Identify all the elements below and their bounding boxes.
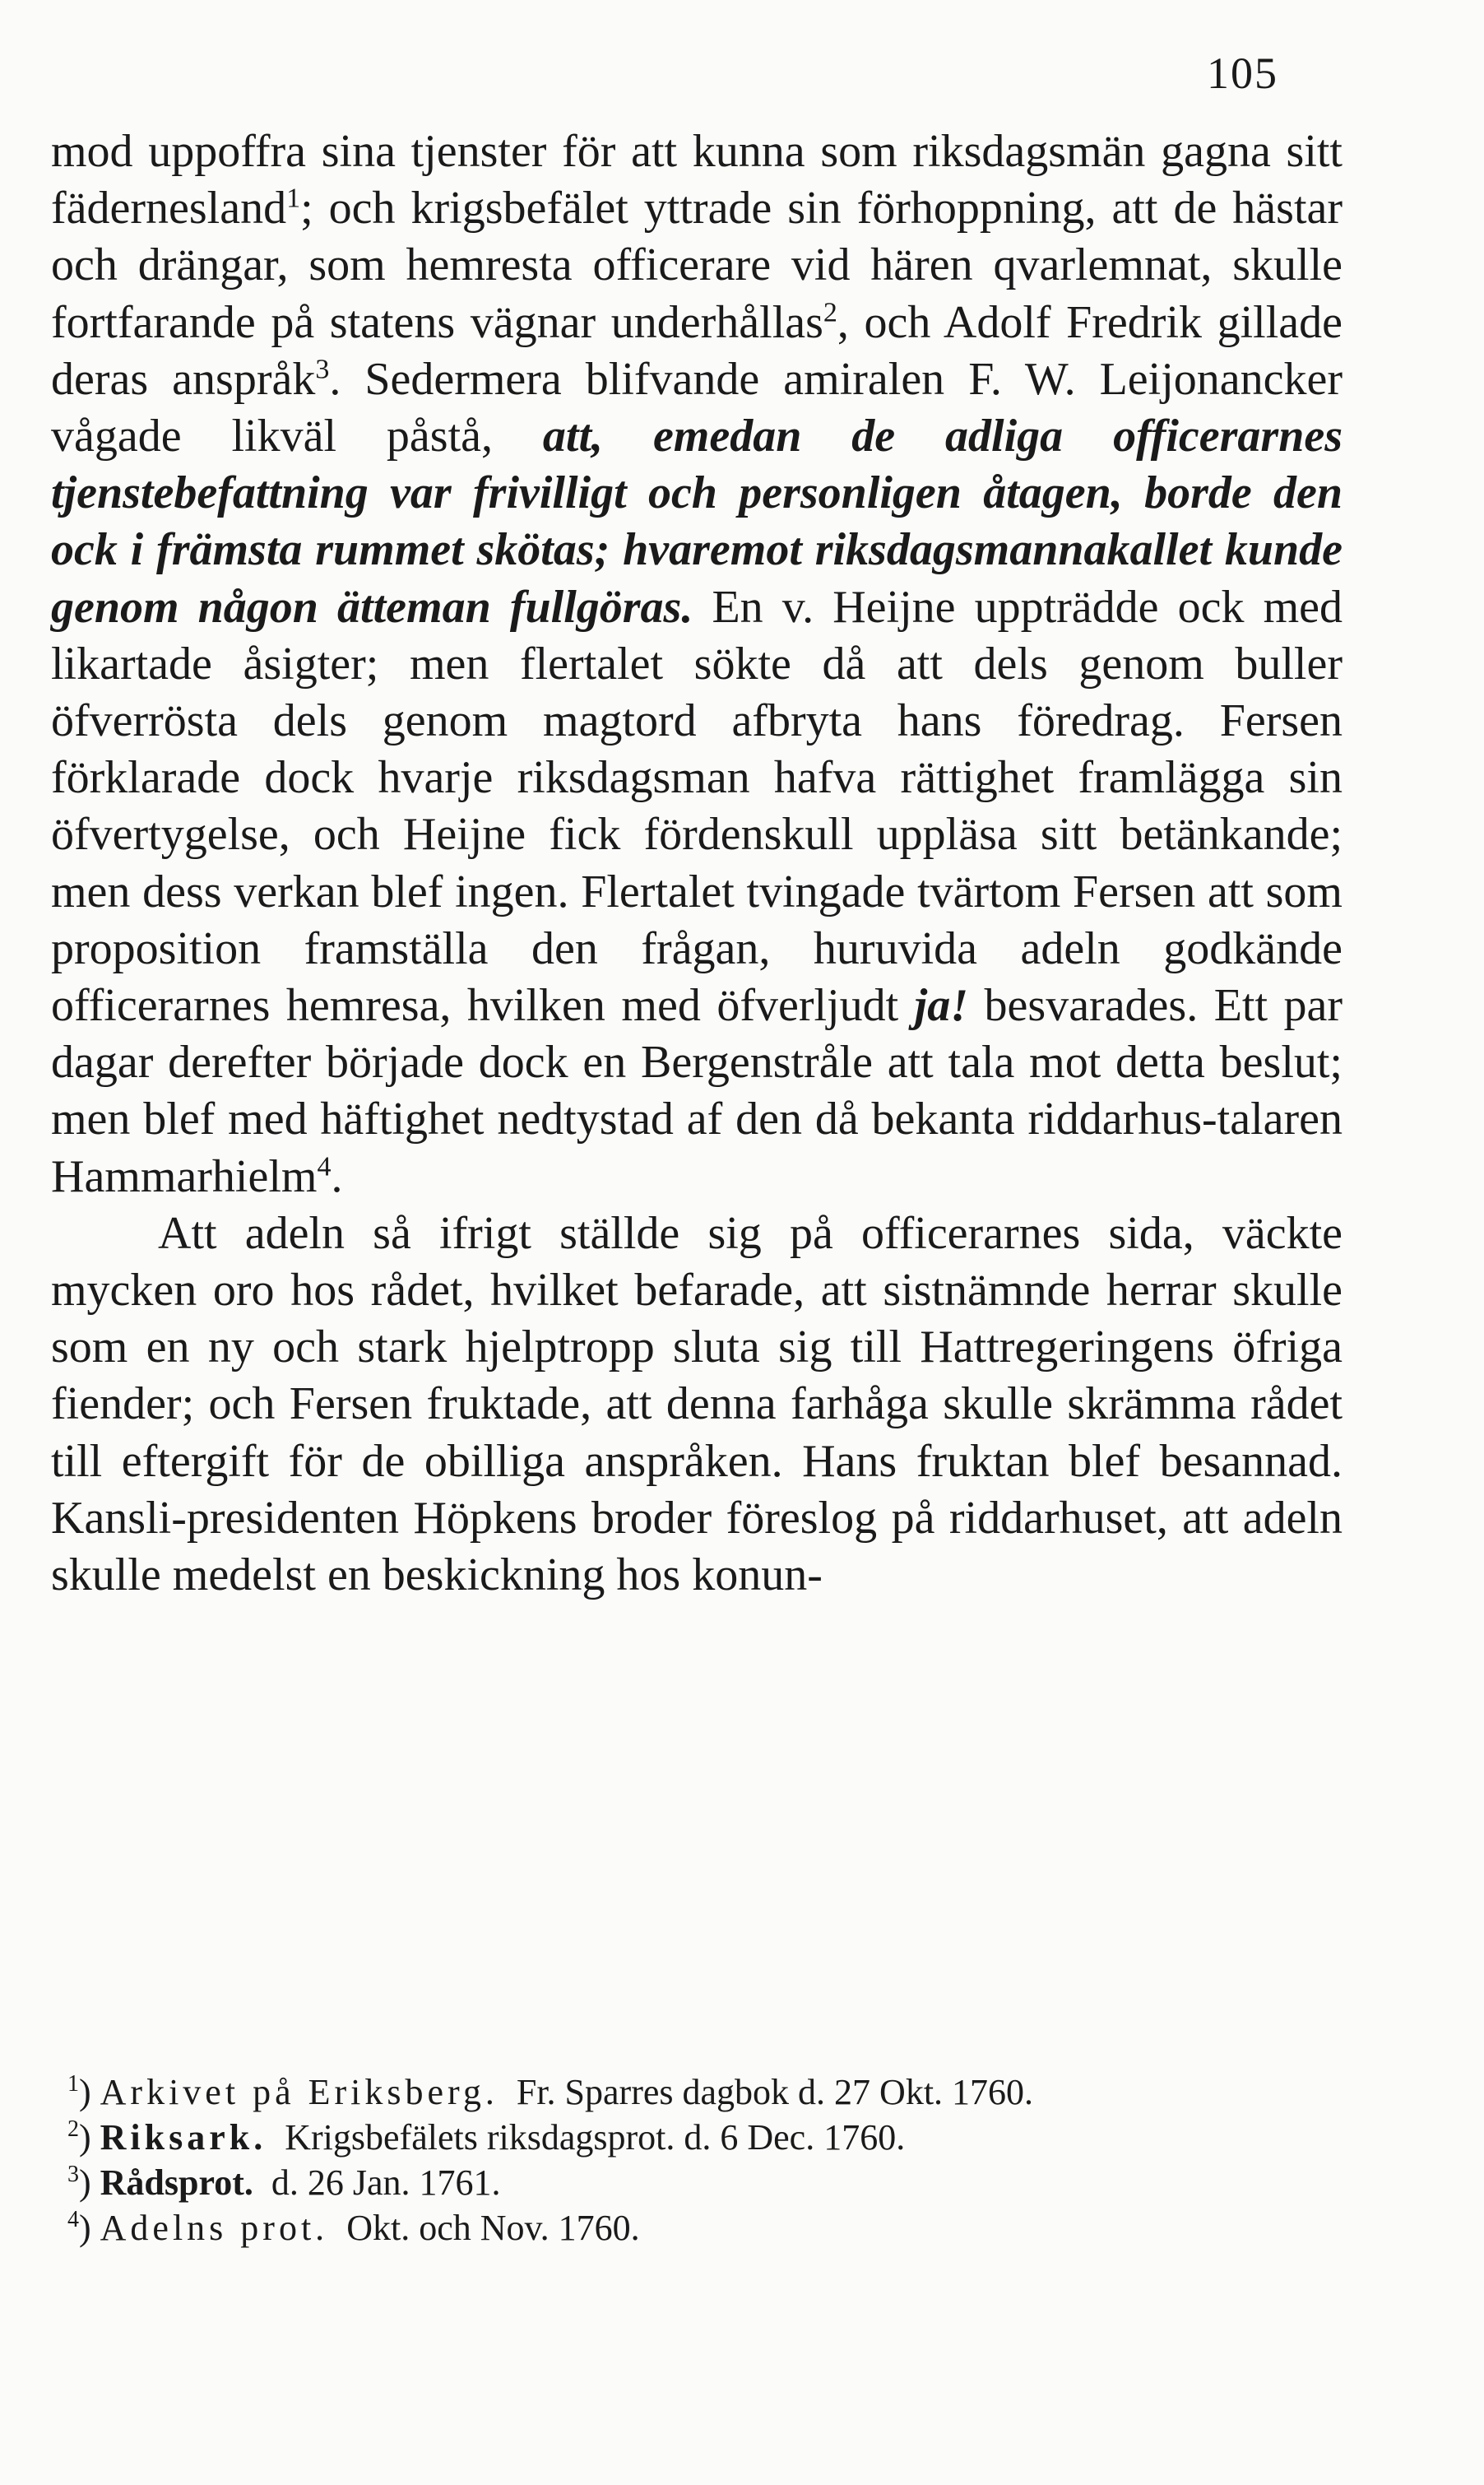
paragraph-2: Att adeln så ifrigt ställde sig på officerarnes sida, väckte mycken oro hos rådet, hvilket befarade, att sistnämnde herrar skulle som en ny och stark hjelptropp sluta sig till Hattregeringens öfriga fiender; och Fersen fruktade, att denna farhåga skulle skrämma rådet till eftergift för de obilliga anspråken. Hans fruktan blef besannad. Kansli-presidenten Höpkens broder föreslog på riddarhuset, att adeln skulle medelst en beskickning hos konun- — [51, 1207, 1343, 1601]
footnote-source: Rådsprot. — [100, 2162, 253, 2203]
footnote: $^4$) Adelns prot. Okt. och Nov. 1760. — [67, 2207, 640, 2248]
footnote-number: 2 — [67, 2116, 79, 2143]
footnotes — [51, 2069, 1343, 2250]
page-number: 105 — [1207, 49, 1278, 98]
footnote-ref: 1 — [286, 183, 301, 214]
text-run: mod uppoffra sina tjenster för att kunna som riksdagsmän gagna sitt fädernesland — [51, 126, 1343, 235]
footnote-source: Adelns prot. — [100, 2208, 329, 2248]
footnote-number: 3 — [67, 2162, 79, 2188]
footnote-ref: 2 — [823, 296, 837, 327]
footnote-text: d. 26 Jan. 1761. — [271, 2162, 501, 2203]
footnote-text: Fr. Sparres dagbok d. 27 Okt. 1760. — [516, 2072, 1034, 2112]
footnote-number: 1 — [67, 2071, 79, 2097]
footnote-text: Krigsbefälets riksdagsprot. d. 6 Dec. 1760. — [285, 2117, 906, 2158]
footnote: $^2$) Riksark. Krigsbefälets riksdagsprot. d. 6 Dec. 1760. — [67, 2116, 906, 2158]
footnote-ref: 4 — [317, 1151, 332, 1182]
text-run: . Sedermera blifvande amiralen F. W. Leijonancker vågade likväl påstå, — [51, 353, 1343, 462]
text-run: besvarades. Ett par dagar derefter började dock en Bergenstråle att tala mot detta beslut; men blef med häftighet nedtystad af den då bekanta riddarhus-talaren Hammarhielm — [51, 980, 1343, 1202]
text-run: En v. Heijne uppträdde ock med likartade åsigter; men flertalet sökte då att dels genom buller öfverrösta dels genom magtord afbryta hans föredrag. Fersen förklarade dock hvarje riksdagsman hafva rättighet framlägga sin öfvertygelse, och Heijne fick fördenskull uppläsa sitt betänkande; men dess verkan blef ingen. Flertalet tvingade tvärtom Fersen att som proposition framställa den frågan, huruvida adeln godkände officerarnes hemresa, hvilken med öfverljudt — [51, 581, 1343, 1032]
footnote-source: Riksark. — [100, 2117, 267, 2158]
footnote: $^1$) Arkivet på Eriksberg. Fr. Sparres dagbok d. 27 Okt. 1760. — [67, 2071, 1034, 2112]
footnote-number: 4 — [67, 2207, 79, 2233]
footnote: $^3$) Rådsprot. d. 26 Jan. 1761. — [67, 2162, 501, 2203]
italic-exclamation: ja! — [914, 980, 969, 1032]
italic-passage: att, emedan de adliga officerarnes tjenstebefattning var frivilligt och personligen åtagen, borde den ock i främsta rummet skötas; hvaremot riksdagsmannakallet kunde genom någon ätteman fullgöras. — [51, 411, 1343, 633]
text-run: . — [331, 1150, 343, 1202]
footnote-source: Arkivet på Eriksberg. — [100, 2072, 499, 2112]
text-run: , och Adolf Fredrik gillade deras anspråk — [51, 296, 1343, 405]
footnote-text: Okt. och Nov. 1760. — [346, 2208, 640, 2248]
footnote-ref: 3 — [315, 354, 330, 385]
main-text — [51, 123, 1343, 1604]
text-run: ; och krigsbefälet yttrade sin förhoppning, att de hästar och drängar, som hemresta officerare vid hären qvarlemnat, skulle fortfarande på statens vägnar underhållas — [51, 183, 1343, 348]
paragraph-1 — [51, 123, 1343, 1205]
